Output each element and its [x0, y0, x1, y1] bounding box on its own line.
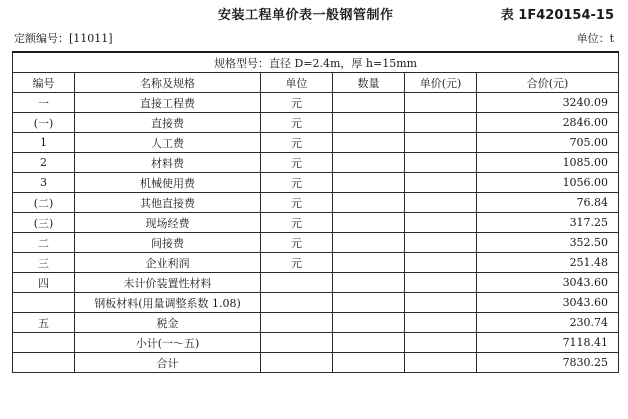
cell-no: (三) — [13, 213, 75, 233]
col-header-unit: 单位 — [261, 73, 333, 93]
cell-total: 352.50 — [477, 233, 619, 253]
cell-qty — [333, 153, 405, 173]
cell-total: 705.00 — [477, 133, 619, 153]
cell-no: 2 — [13, 153, 75, 173]
cell-price — [405, 193, 477, 213]
table-row — [13, 133, 619, 153]
cell-name: 其他直接费 — [75, 193, 261, 213]
table-row — [13, 293, 619, 313]
table-row — [13, 153, 619, 173]
cell-qty — [333, 213, 405, 233]
cell-unit — [261, 293, 333, 313]
cell-name: 直接工程费 — [75, 93, 261, 113]
col-header-qty: 数量 — [333, 73, 405, 93]
cell-unit: 元 — [261, 133, 333, 153]
table-row — [13, 193, 619, 213]
cell-qty — [333, 293, 405, 313]
cell-no: 五 — [13, 313, 75, 333]
cell-total: 3043.60 — [477, 273, 619, 293]
cell-total: 76.84 — [477, 193, 619, 213]
cell-price — [405, 133, 477, 153]
quota-number: 定额编号：[11011] — [14, 32, 113, 45]
cell-qty — [333, 173, 405, 193]
table-row — [13, 313, 619, 333]
cell-unit: 元 — [261, 193, 333, 213]
cell-qty — [333, 233, 405, 253]
cell-unit: 元 — [261, 93, 333, 113]
cell-unit — [261, 273, 333, 293]
cell-qty — [333, 313, 405, 333]
cell-unit: 元 — [261, 173, 333, 193]
cell-unit: 元 — [261, 233, 333, 253]
cell-no — [13, 353, 75, 373]
cell-name: 钢板材料(用量调整系数 1.08) — [75, 293, 261, 313]
cell-unit — [261, 313, 333, 333]
cell-no: 三 — [13, 253, 75, 273]
cell-name: 现场经费 — [75, 213, 261, 233]
cell-total: 7118.41 — [477, 333, 619, 353]
cell-no — [13, 293, 75, 313]
cell-no: (一) — [13, 113, 75, 133]
table-row — [13, 333, 619, 353]
cell-price — [405, 253, 477, 273]
cell-price — [405, 93, 477, 113]
col-header-total: 合价(元) — [477, 73, 619, 93]
cell-name: 企业利润 — [75, 253, 261, 273]
table-row — [13, 93, 619, 113]
cell-unit: 元 — [261, 253, 333, 273]
cell-price — [405, 153, 477, 173]
table-row — [13, 353, 619, 373]
cell-name: 合计 — [75, 353, 261, 373]
cell-qty — [333, 193, 405, 213]
cell-no: 二 — [13, 233, 75, 253]
cell-name: 直接费 — [75, 113, 261, 133]
cell-price — [405, 213, 477, 233]
table-row — [13, 213, 619, 233]
cell-name: 税金 — [75, 313, 261, 333]
cell-total: 3043.60 — [477, 293, 619, 313]
cell-price — [405, 233, 477, 253]
col-header-name: 名称及规格 — [75, 73, 261, 93]
unit-label: 单位：t — [576, 32, 614, 45]
cell-unit — [261, 353, 333, 373]
cell-name: 间接费 — [75, 233, 261, 253]
spec-row — [13, 52, 619, 73]
cell-unit — [261, 333, 333, 353]
table-row — [13, 233, 619, 253]
cell-price — [405, 273, 477, 293]
cell-no — [13, 333, 75, 353]
cell-total: 2846.00 — [477, 113, 619, 133]
cell-price — [405, 293, 477, 313]
col-header-price: 单价(元) — [405, 73, 477, 93]
cell-unit: 元 — [261, 213, 333, 233]
cell-qty — [333, 353, 405, 373]
cell-price — [405, 333, 477, 353]
cell-qty — [333, 133, 405, 153]
cell-name: 小计(一～五) — [75, 333, 261, 353]
cell-qty — [333, 93, 405, 113]
table-number: 表 1F420154-15 — [500, 8, 614, 23]
table-row — [13, 113, 619, 133]
cell-qty — [333, 253, 405, 273]
cell-no: 1 — [13, 133, 75, 153]
table-row — [13, 173, 619, 193]
cell-unit: 元 — [261, 113, 333, 133]
cell-total: 230.74 — [477, 313, 619, 333]
cell-total: 251.48 — [477, 253, 619, 273]
cell-name: 材料费 — [75, 153, 261, 173]
table-row — [13, 253, 619, 273]
cell-total: 1085.00 — [477, 153, 619, 173]
cell-no: (二) — [13, 193, 75, 213]
table-row — [13, 273, 619, 293]
spec-text: 规格型号：直径 D=2.4m，厚 h=15mm — [13, 52, 619, 73]
cell-unit: 元 — [261, 153, 333, 173]
cell-total: 3240.09 — [477, 93, 619, 113]
cell-price — [405, 173, 477, 193]
cell-total: 1056.00 — [477, 173, 619, 193]
col-header-no: 编号 — [13, 73, 75, 93]
cell-qty — [333, 113, 405, 133]
cell-name: 机械使用费 — [75, 173, 261, 193]
cell-price — [405, 313, 477, 333]
cell-name: 人工费 — [75, 133, 261, 153]
unit-price-table — [12, 51, 619, 373]
cell-price — [405, 353, 477, 373]
cell-no: 3 — [13, 173, 75, 193]
cell-no: 四 — [13, 273, 75, 293]
cell-no: 一 — [13, 93, 75, 113]
header-row — [13, 73, 619, 93]
cell-qty — [333, 273, 405, 293]
page-title: 安装工程单价表一般钢管制作 — [218, 8, 394, 23]
cell-qty — [333, 333, 405, 353]
cell-price — [405, 113, 477, 133]
cell-total: 7830.25 — [477, 353, 619, 373]
cell-name: 未计价装置性材料 — [75, 273, 261, 293]
cell-total: 317.25 — [477, 213, 619, 233]
